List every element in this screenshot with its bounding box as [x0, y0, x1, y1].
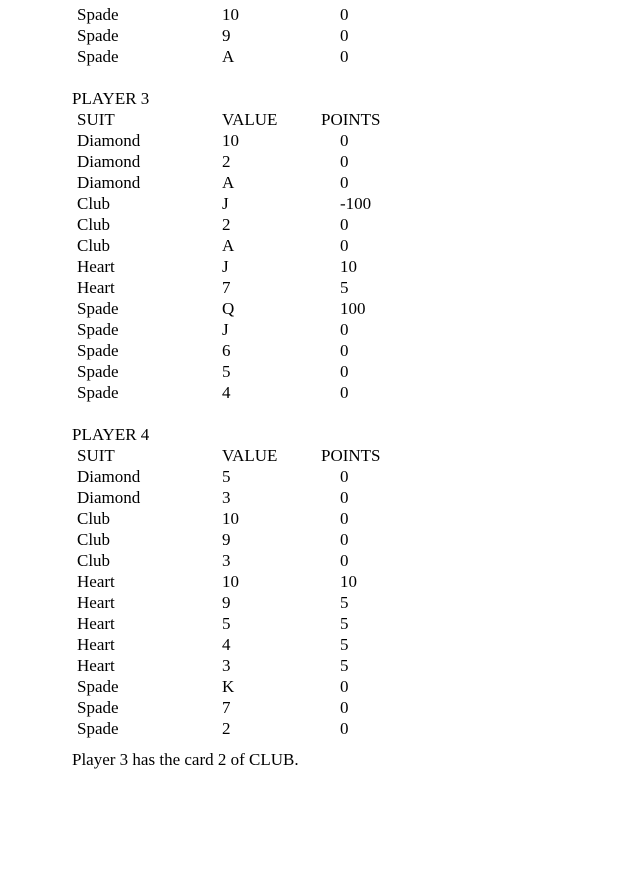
suit-cell: Club [77, 194, 111, 213]
suit-cell: Club [77, 530, 111, 549]
points-cell: 10 [340, 572, 357, 591]
table-row [0, 571, 625, 592]
points-cell: 0 [340, 677, 349, 696]
points-cell: 0 [340, 530, 349, 549]
value-cell: A [222, 173, 235, 192]
points-cell: 0 [340, 362, 349, 381]
points-cell: 0 [340, 320, 349, 339]
table-row [0, 550, 625, 571]
table-row [0, 529, 625, 550]
points-cell: 5 [340, 593, 349, 612]
points-cell: -100 [340, 194, 372, 213]
suit-cell: Spade [77, 320, 119, 339]
table-row [0, 46, 625, 67]
points-cell: 0 [340, 5, 349, 24]
suit-cell: Diamond [77, 467, 141, 486]
points-cell: 0 [340, 698, 349, 717]
suit-cell: Spade [77, 341, 119, 360]
points-cell: 0 [340, 215, 349, 234]
suit-cell: Club [77, 551, 111, 570]
suit-cell: Spade [77, 383, 119, 402]
table-row [0, 613, 625, 634]
points-cell: 0 [340, 551, 349, 570]
table-row [0, 151, 625, 172]
value-cell: 10 [222, 5, 239, 24]
table-header-row [0, 445, 625, 466]
points-cell: 0 [340, 383, 349, 402]
value-cell: 7 [222, 698, 231, 717]
points-cell: 100 [340, 299, 366, 318]
suit-cell: Spade [77, 5, 119, 24]
suit-cell: Diamond [77, 488, 141, 507]
suit-cell: Heart [77, 656, 115, 675]
value-cell: Q [222, 299, 235, 318]
value-cell: 10 [222, 509, 239, 528]
value-cell: 9 [222, 26, 231, 45]
suit-cell: Spade [77, 47, 119, 66]
suit-cell: Heart [77, 593, 115, 612]
points-cell: 5 [340, 614, 349, 633]
points-cell: 0 [340, 131, 349, 150]
points-cell: 5 [340, 278, 349, 297]
table-row [0, 277, 625, 298]
suit-header: SUIT [77, 110, 115, 129]
value-cell: 9 [222, 593, 231, 612]
suit-cell: Diamond [77, 131, 141, 150]
points-cell: 10 [340, 257, 357, 276]
points-cell: 0 [340, 26, 349, 45]
table-row [0, 697, 625, 718]
value-cell: J [222, 257, 229, 276]
value-cell: K [222, 677, 235, 696]
suit-cell: Spade [77, 698, 119, 717]
suit-cell: Spade [77, 677, 119, 696]
table-row [0, 25, 625, 46]
table-row [0, 676, 625, 697]
points-header: POINTS [321, 110, 381, 129]
table-row [0, 214, 625, 235]
points-cell: 0 [340, 152, 349, 171]
suit-cell: Club [77, 509, 111, 528]
table-row [0, 340, 625, 361]
table-row [0, 235, 625, 256]
table-header-row [0, 109, 625, 130]
table-row [0, 655, 625, 676]
table-row [0, 382, 625, 403]
player-4-section [0, 424, 625, 739]
table-row [0, 319, 625, 340]
points-cell: 0 [340, 236, 349, 255]
value-cell: 7 [222, 278, 231, 297]
player-title: PLAYER 3 [72, 89, 150, 108]
value-cell: A [222, 236, 235, 255]
value-cell: 6 [222, 341, 231, 360]
value-cell: 2 [222, 152, 231, 171]
value-header: VALUE [222, 446, 278, 465]
points-cell: 5 [340, 635, 349, 654]
suit-cell: Heart [77, 278, 115, 297]
suit-cell: Spade [77, 719, 119, 738]
value-cell: A [222, 47, 235, 66]
value-cell: 2 [222, 215, 231, 234]
table-row [0, 508, 625, 529]
value-cell: 4 [222, 383, 231, 402]
value-cell: J [222, 320, 229, 339]
points-cell: 0 [340, 341, 349, 360]
suit-cell: Heart [77, 572, 115, 591]
suit-cell: Heart [77, 635, 115, 654]
value-cell: 3 [222, 488, 231, 507]
points-cell: 0 [340, 719, 349, 738]
table-row [0, 130, 625, 151]
value-header: VALUE [222, 110, 278, 129]
value-cell: 3 [222, 656, 231, 675]
value-cell: 10 [222, 572, 239, 591]
points-header: POINTS [321, 446, 381, 465]
table-row [0, 256, 625, 277]
value-cell: J [222, 194, 229, 213]
value-cell: 5 [222, 614, 231, 633]
table-row [0, 298, 625, 319]
value-cell: 4 [222, 635, 231, 654]
suit-header: SUIT [77, 446, 115, 465]
table-row [0, 592, 625, 613]
table-row [0, 361, 625, 382]
suit-cell: Club [77, 236, 111, 255]
points-cell: 0 [340, 47, 349, 66]
points-cell: 0 [340, 509, 349, 528]
value-cell: 5 [222, 467, 231, 486]
suit-cell: Diamond [77, 152, 141, 171]
top-card-table [0, 0, 625, 67]
table-row [0, 634, 625, 655]
suit-cell: Spade [77, 299, 119, 318]
suit-cell: Heart [77, 257, 115, 276]
value-cell: 3 [222, 551, 231, 570]
table-row [0, 193, 625, 214]
suit-cell: Spade [77, 362, 119, 381]
player-title: PLAYER 4 [72, 425, 150, 444]
table-row [0, 466, 625, 487]
suit-cell: Club [77, 215, 111, 234]
points-cell: 0 [340, 467, 349, 486]
points-cell: 5 [340, 656, 349, 675]
value-cell: 10 [222, 131, 239, 150]
points-cell: 0 [340, 173, 349, 192]
table-row [0, 172, 625, 193]
player-3-section [0, 88, 625, 403]
table-row [0, 487, 625, 508]
table-row [0, 4, 625, 25]
value-cell: 5 [222, 362, 231, 381]
value-cell: 2 [222, 719, 231, 738]
suit-cell: Spade [77, 26, 119, 45]
suit-cell: Diamond [77, 173, 141, 192]
points-cell: 0 [340, 488, 349, 507]
suit-cell: Heart [77, 614, 115, 633]
value-cell: 9 [222, 530, 231, 549]
summary-text: Player 3 has the card 2 of CLUB. [72, 750, 299, 769]
table-row [0, 718, 625, 739]
